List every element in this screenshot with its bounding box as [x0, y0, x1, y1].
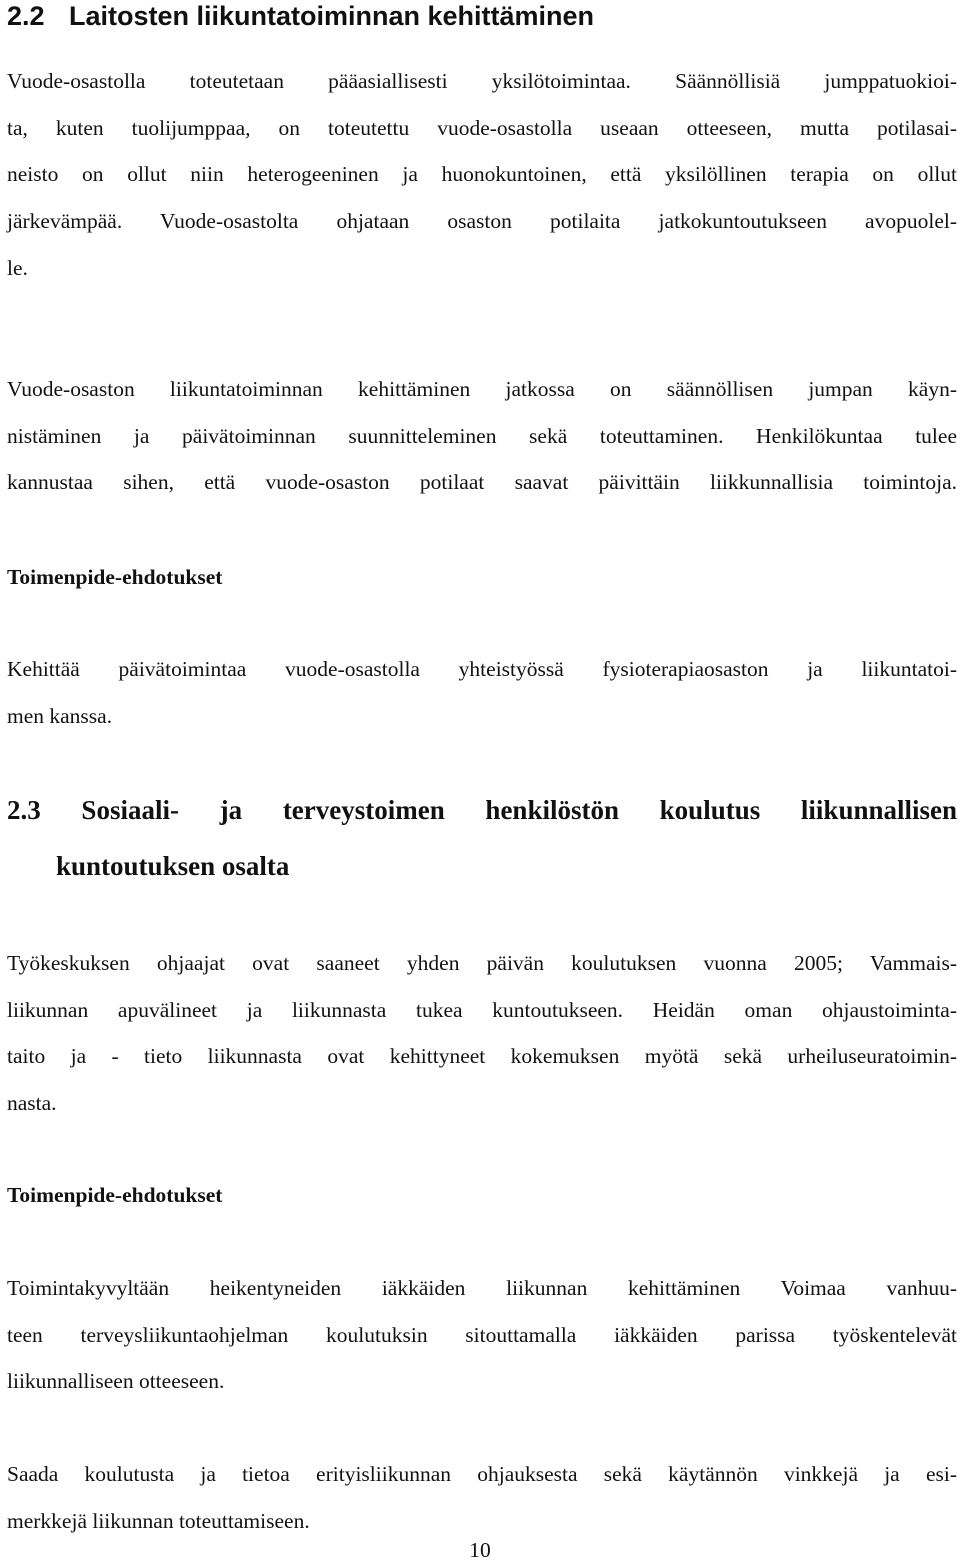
paragraph-staff-training [7, 940, 957, 1127]
subheading-action-proposals: Toimenpide-ehdotukset [7, 1183, 223, 1207]
text-line: Vuode-osastolla toteutetaan pääasiallisesti yksilötoimintaa. Säännöllisiä jumppatuokioi- [7, 69, 957, 93]
text-line: nasta. [7, 1091, 57, 1116]
text-line: merkkejä liikunnan toteuttamiseen. [7, 1508, 310, 1533]
text-line: le. [7, 255, 28, 280]
text-line: Työkeskuksen ohjaajat ovat saaneet yhden päivän koulutuksen vuonna 2005; Vammais- [7, 951, 957, 975]
text-line: Toimintakyvyltään heikentyneiden iäkkäiden liikunnan kehittäminen Voimaa vanhuu- [7, 1276, 957, 1300]
subheading-action-proposals: Toimenpide-ehdotukset [7, 565, 223, 589]
section-number: 2.2 [7, 1, 45, 31]
section-title-line: kuntoutuksen osalta [56, 851, 290, 881]
section-heading-2-3 [7, 782, 957, 894]
section-title-line: 2.3 Sosiaali- ja terveystoimen henkilöstön koulutus liikunnallisen [7, 795, 957, 825]
text-line: ta, kuten tuolijumppaa, on toteutettu vuode-osastolla useaan otteeseen, mutta potilasai- [7, 115, 957, 140]
text-line: liikunnalliseen otteeseen. [7, 1369, 225, 1394]
section-title: Laitosten liikuntatoiminnan kehittäminen [69, 1, 595, 31]
text-line: nistäminen ja päivätoiminnan suunnitteleminen sekä toteuttaminen. Henkilökuntaa tulee [7, 423, 957, 448]
text-line: teen terveysliikuntaohjelman koulutuksin sitouttamalla iäkkäiden parissa työskentelevät [7, 1322, 957, 1347]
paragraph-ward-development [7, 366, 957, 506]
text-line: kannustaa sihen, että vuode-osaston potilaat saavat päivittäin liikkunnallisia toimintoja. [7, 470, 957, 495]
text-line: järkevämpää. Vuode-osastolta ohjataan osaston potilaita jatkokuntoutukseen avopuolel- [7, 209, 957, 234]
text-line: men kanssa. [7, 703, 113, 728]
paragraph-ward-activity [7, 58, 957, 292]
paragraph-proposal-day-activity [7, 646, 957, 739]
text-line: Kehittää päivätoimintaa vuode-osastolla yhteistyössä fysioterapiaosaston ja liikuntatoi- [7, 657, 957, 681]
page-number: 10 [469, 1538, 491, 1562]
text-line: Saada koulutusta ja tietoa erityisliikunnan ohjauksesta sekä käytännön vinkkejä ja esi- [7, 1462, 957, 1486]
text-line: Vuode-osaston liikuntatoiminnan kehittäminen jatkossa on säännöllisen jumpan käyn- [7, 377, 957, 401]
paragraph-proposal-training [7, 1451, 957, 1544]
paragraph-proposal-elderly [7, 1265, 957, 1405]
text-line: taito ja - tieto liikunnasta ovat kehittyneet kokemuksen myötä sekä urheiluseuratoimin- [7, 1044, 957, 1069]
text-line: neisto on ollut niin heterogeeninen ja huonokuntoinen, että yksilöllinen terapia on ollut [7, 162, 957, 187]
text-line: liikunnan apuvälineet ja liikunnasta tukea kuntoutukseen. Heidän oman ohjaustoiminta- [7, 997, 957, 1022]
section-heading-2-2 [7, 0, 594, 32]
